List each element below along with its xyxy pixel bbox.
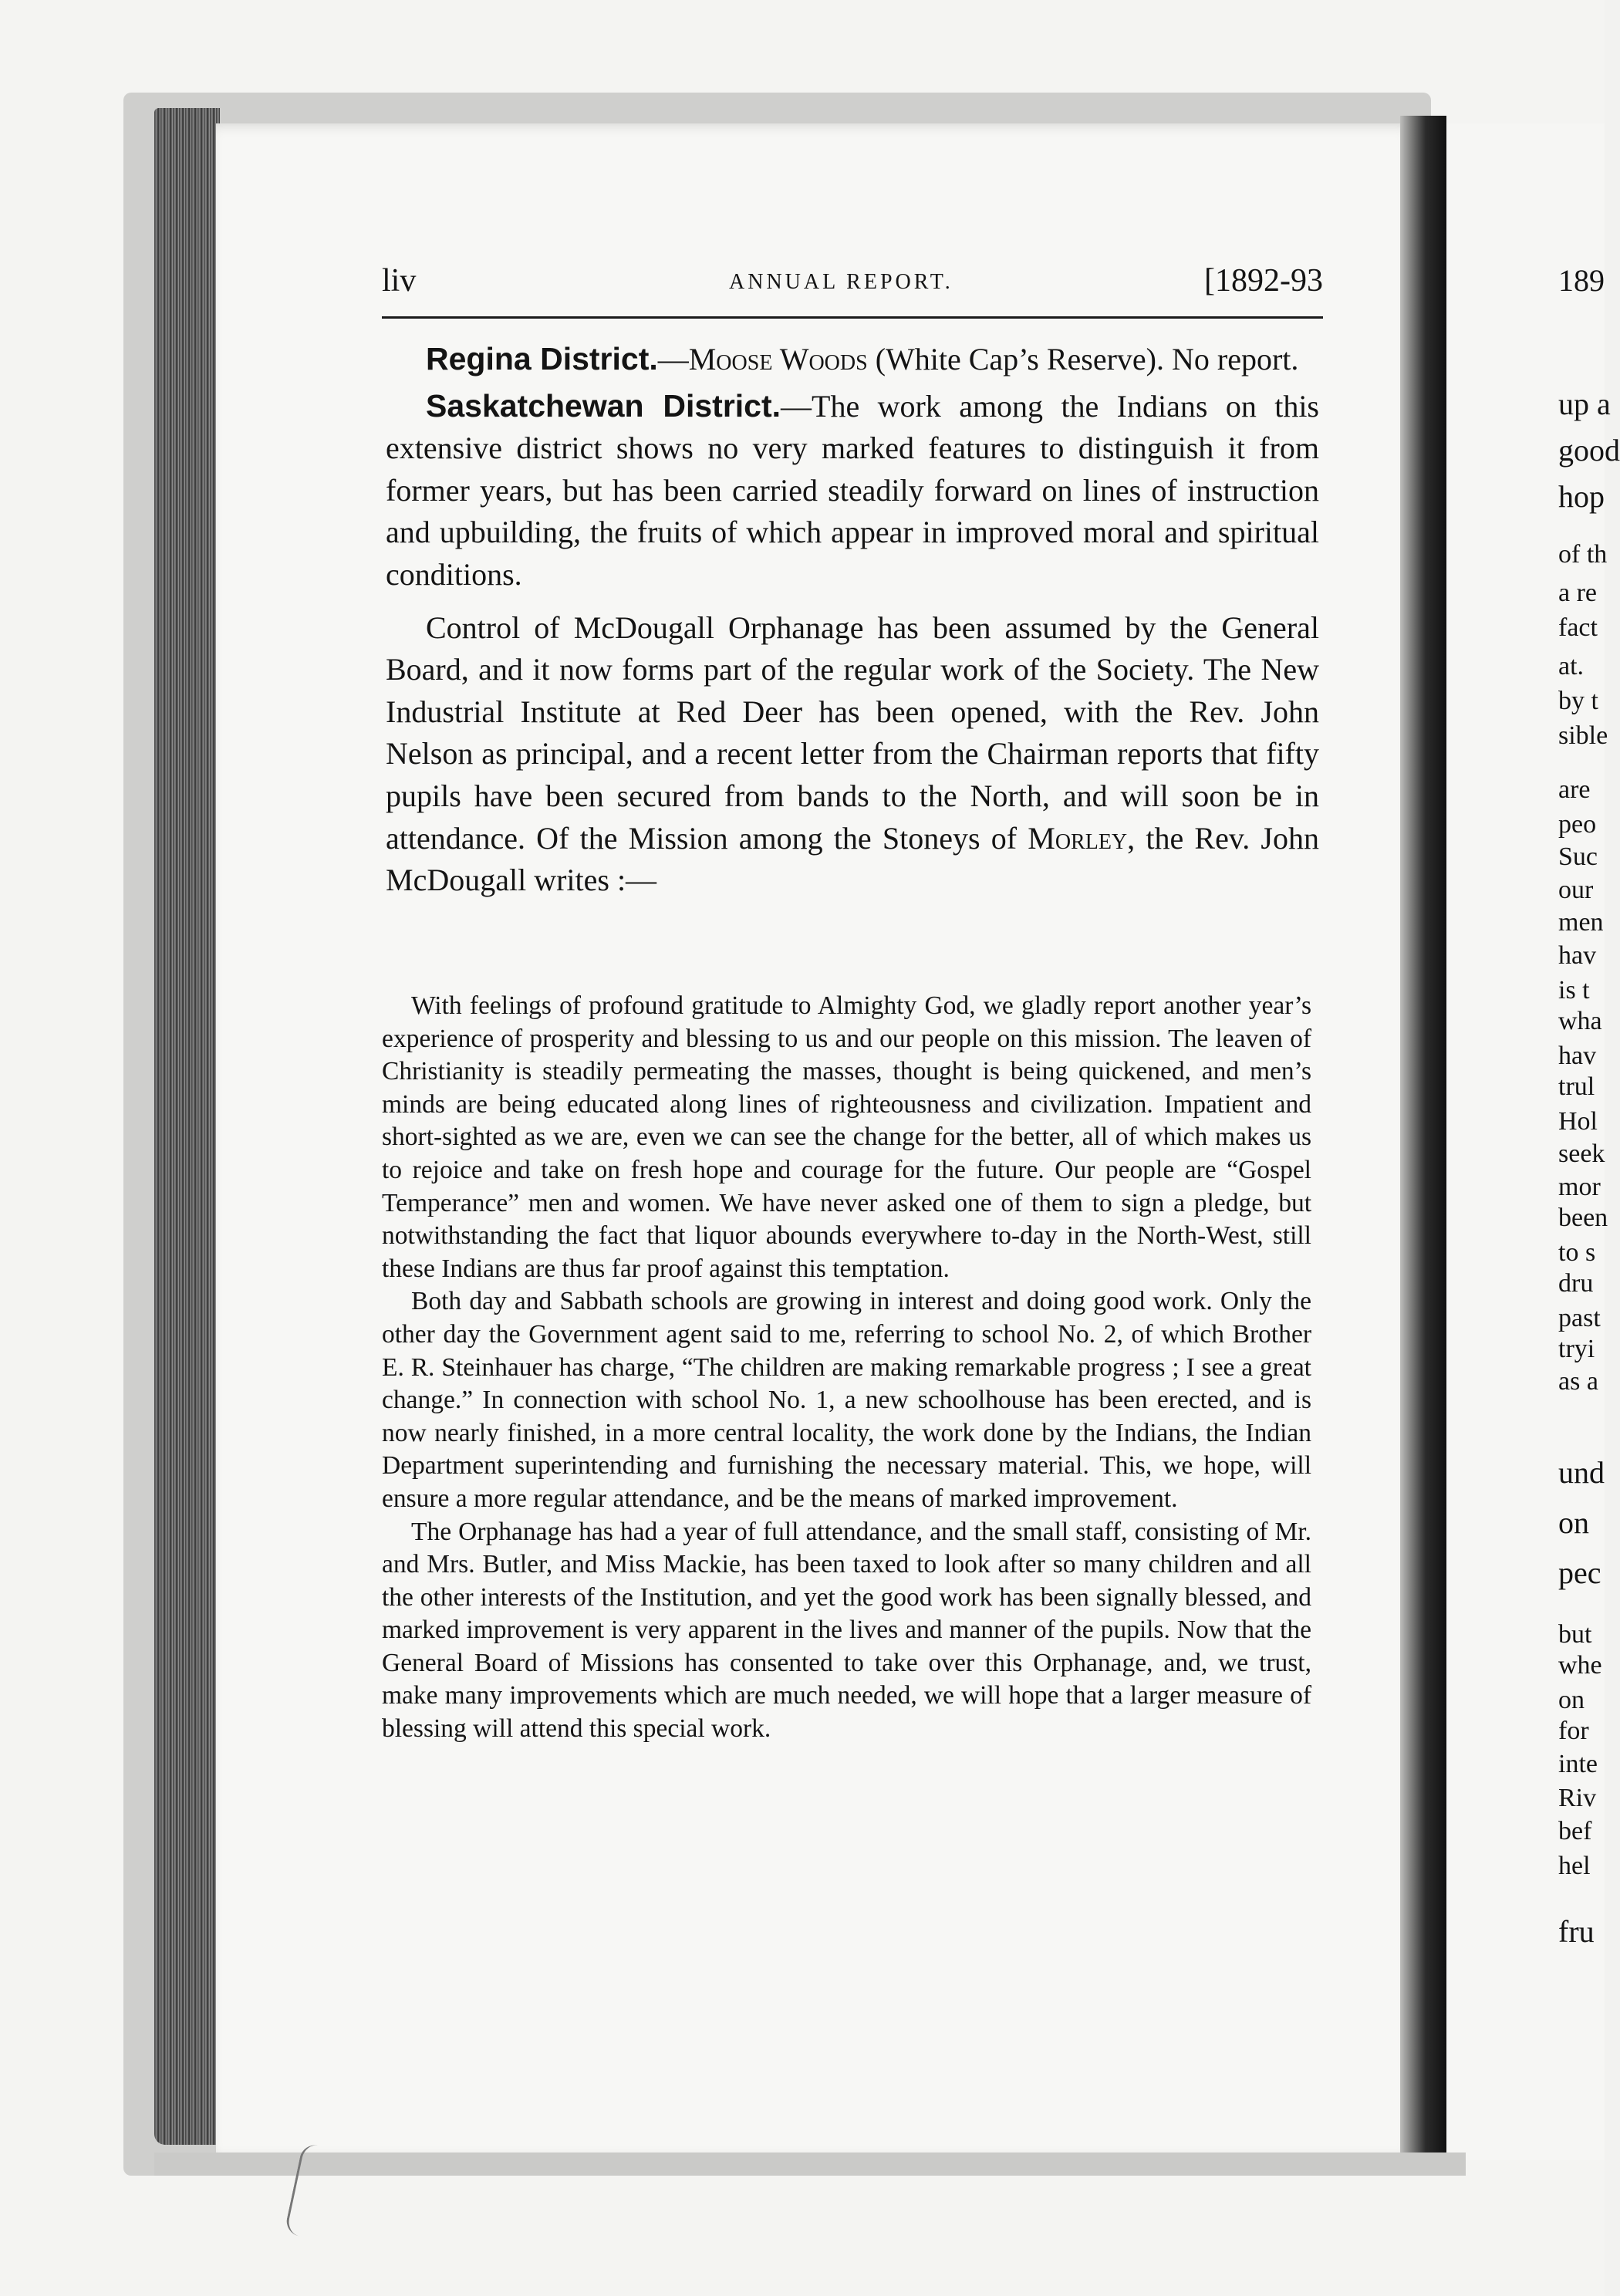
saskatchewan-text: —The work among the Indians on this extensive district shows no very marked features to distinguish it from former years, but has been carried steadily forward on lines of instruction and upbuilding, the fruits of which appear in improved moral and spiritual conditions. [386, 388, 1319, 592]
right-page-fragment: und [1558, 1455, 1605, 1490]
page-number: liv [382, 263, 417, 299]
right-page-fragment: been [1558, 1204, 1608, 1232]
running-title: ANNUAL REPORT. [729, 270, 953, 294]
control-text-before: Control of McDougall Orphanage has been assumed by the General Board, and it now forms part of the regular work of the Society. The New Industrial Institute at Red Deer has been opened, with the Rev. John Nelson as principal, and a recent letter from the Chairman reports that fifty pupils have been secured from bands to the North, and will soon be in attendance. Of the Mission among the Stoneys of [386, 609, 1319, 856]
right-page-fragment: on [1558, 1505, 1589, 1540]
right-page-fragment: on [1558, 1686, 1585, 1714]
right-page-fragment: are [1558, 775, 1591, 804]
right-page-fragment: Riv [1558, 1784, 1597, 1812]
quote-paragraph-3: The Orphanage has had a year of full attendance, and the small staff, consisting of Mr. and Mrs. Butler, and Miss Mackie, has been taxed to look after so many children and all the other interests of the Institution, and yet the good work has been signally blessed, and marked improvement is very apparent in the lives and manner of the pupils. Now that the General Board of Missions has consented to take over this Orphanage, and, we trust, make many improvements which are much needed, we will hope that a larger measure of blessing will attend this special work. [382, 1517, 1311, 1744]
right-page-fragment: mor [1558, 1173, 1601, 1201]
right-page-fragment: dru [1558, 1269, 1594, 1298]
right-page-fragment: of th [1558, 540, 1608, 569]
main-text [386, 338, 1319, 902]
quote-paragraph-1: With feelings of profound gratitude to Almighty God, we gladly report another year’s experience of prosperity and blessing to us and our people on this mission. The leaven of Christianity is steadily permeating the masses, thought is being quickened, and men’s minds are being educated along lines of righteousness and civilization. Impatient and short-sighted as we are, even we can see the change for the better, all of which makes us to rejoice and take on fresh hope and courage for the future. Our people are “Gospel Temperance” men and women. We have never asked one of them to sign a pledge, but notwithstanding the fact that liquor abounds everywhere to-day in the North-West, still these Indians are thus far proof against this temptation. [382, 991, 1311, 1283]
right-page-fragment: is t [1558, 976, 1590, 1004]
right-page-fragment: peo [1558, 810, 1597, 839]
right-page-fragment: fru [1558, 1914, 1595, 1949]
running-header [382, 262, 1323, 309]
right-page-fragment: tryi [1558, 1335, 1595, 1363]
right-page-fragment: our [1558, 876, 1594, 904]
right-page-fragment: by t [1558, 687, 1598, 715]
regina-paragraph: Regina District.—Moose Woods (White Cap’s Reserve). No report. [426, 341, 1299, 376]
right-page-fragment: bef [1558, 1817, 1592, 1845]
right-page-fragment: inte [1558, 1750, 1598, 1778]
right-page-fragment: Hol [1558, 1107, 1598, 1136]
control-paragraph [386, 607, 1319, 902]
right-page-fragment: pec [1558, 1555, 1601, 1590]
right-page-fragment: 189 [1558, 263, 1605, 298]
right-page-fragment: trul [1558, 1072, 1595, 1101]
control-text-after: , the Rev. John McDougall writes :— [386, 820, 1319, 898]
right-page-fragment: a re [1558, 579, 1598, 607]
book-bottom-edge [154, 2152, 1466, 2176]
right-page-fragment: seek [1558, 1140, 1605, 1168]
right-page-fragment: as a [1558, 1367, 1598, 1396]
right-page-fragment: to s [1558, 1238, 1596, 1267]
right-page-fragment: men [1558, 908, 1604, 937]
header-year: [1892-93 [1204, 263, 1323, 299]
right-page-fragment: hel [1558, 1852, 1591, 1880]
right-page-fragment: at. [1558, 652, 1585, 680]
right-page-fragment: Suc [1558, 842, 1598, 871]
morley-place: Morley [1028, 820, 1128, 856]
right-page-fragment: for [1558, 1717, 1589, 1745]
header-rule [382, 316, 1323, 319]
right-page-fragment: sible [1558, 721, 1608, 750]
page-edges [154, 108, 220, 2145]
regina-text: (White Cap’s Reserve). No report. [867, 342, 1299, 376]
right-page-fragment: wha [1558, 1007, 1602, 1035]
mcdougall-quote [382, 990, 1311, 1746]
right-page-fragment: but [1558, 1620, 1592, 1649]
right-page-fragment: whe [1558, 1651, 1602, 1680]
right-page-fragment: up a [1558, 387, 1611, 421]
saskatchewan-lead: Saskatchewan District. [426, 387, 781, 424]
right-page-fragment: fact [1558, 613, 1598, 642]
right-page-fragment: past [1558, 1304, 1601, 1332]
regina-place: Moose Woods [688, 342, 868, 376]
saskatchewan-paragraph [386, 385, 1319, 596]
right-page-fragment: hop [1558, 479, 1605, 514]
quote-paragraph-2: Both day and Sabbath schools are growing in interest and doing good work. Only the other day the Government agent said to me, referring to school No. 2, of which Brother E. R. Steinhauer has charge, “The children are making remarkable progress ; I see a great change.” In connection with school No. 1, a new schoolhouse has been erected, and is now nearly finished, in a more central locality, the work done by the Indians, the Indian Department superintending and furnishing the necessary material. This, we hope, will ensure a more regular attendance, and be the means of marked improvement. [382, 1287, 1311, 1513]
book-gutter [1400, 116, 1446, 2176]
right-page-fragment: hav [1558, 941, 1597, 970]
regina-lead: Regina District. [426, 341, 658, 376]
right-page-fragment: good [1558, 433, 1620, 468]
right-page-fragment: hav [1558, 1042, 1597, 1070]
